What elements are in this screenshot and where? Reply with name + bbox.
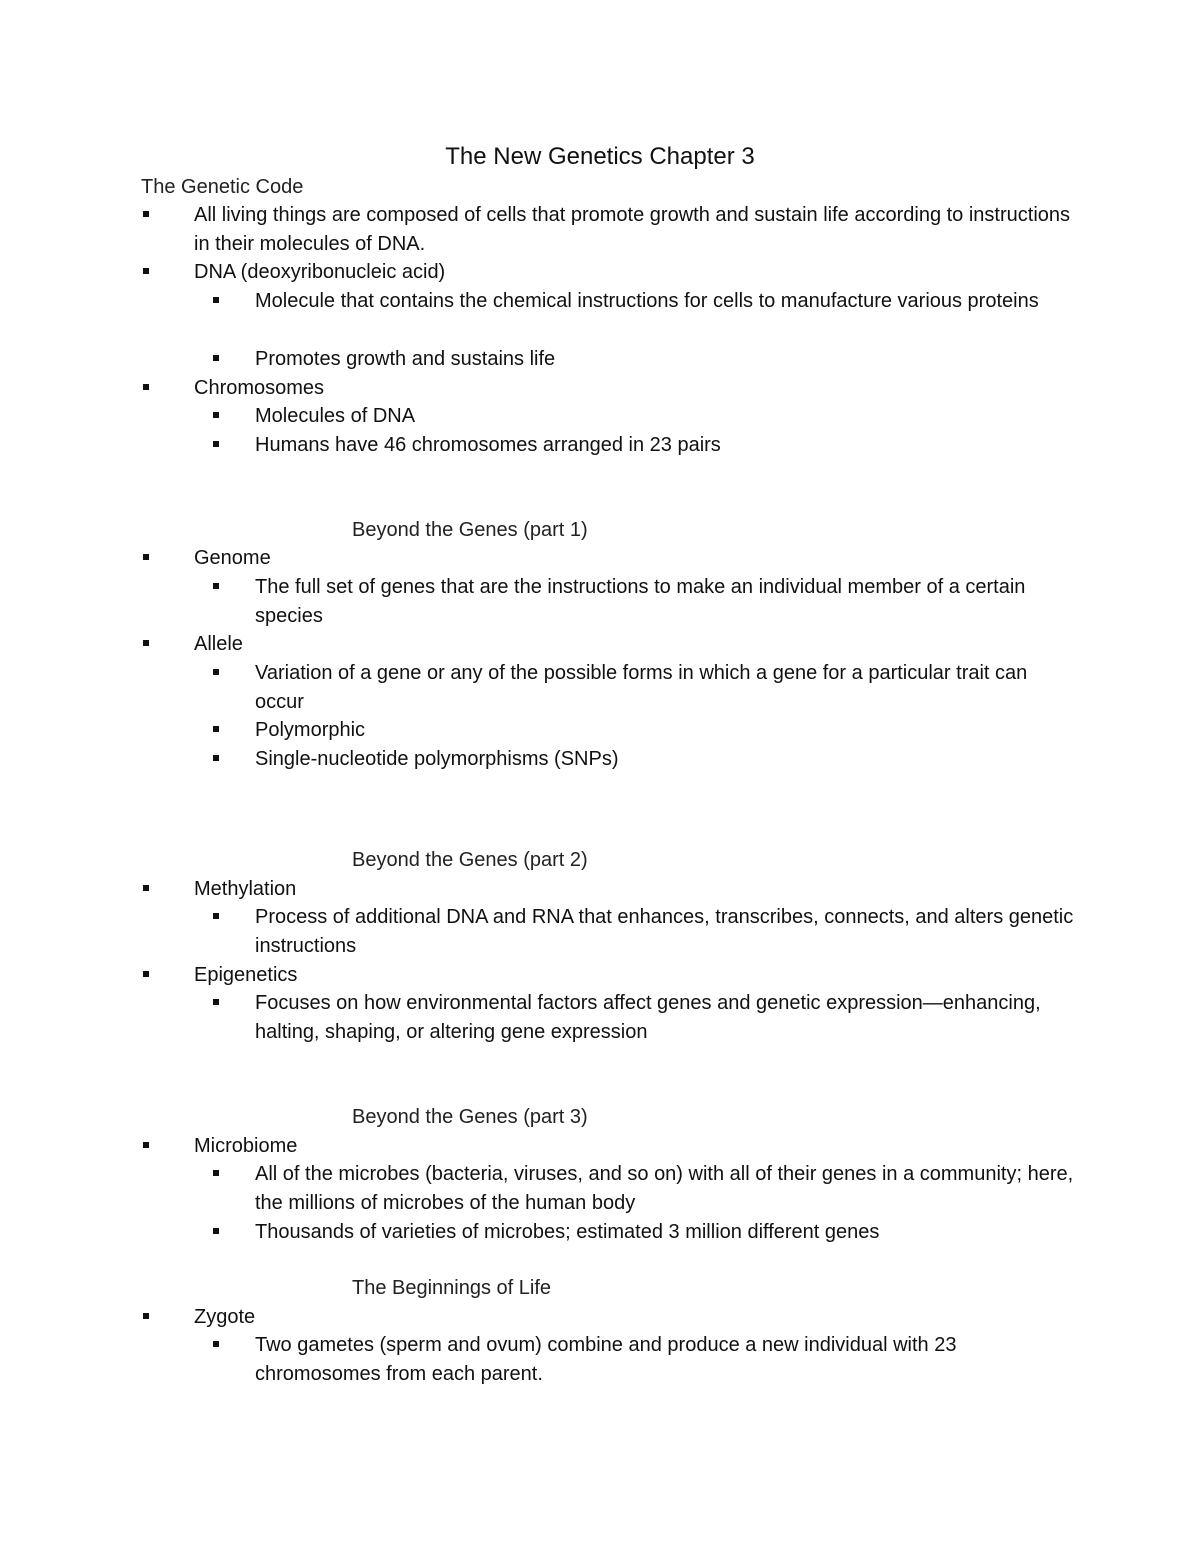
list-item: All living things are composed of cells that promote growth and sustain life according to instructions in their molecules of DNA. xyxy=(194,204,1071,255)
bullet-icon xyxy=(213,583,219,589)
bullet-icon xyxy=(213,297,219,303)
list-item: Epigenetics xyxy=(194,964,298,986)
sub-list-item: Variation of a gene or any of the possible forms in which a gene for a particular trait can occur xyxy=(255,662,1028,713)
sub-list-item: Molecule that contains the chemical instructions for cells to manufacture various proteins xyxy=(255,290,1039,312)
sub-list-item: Two gametes (sperm and ovum) combine and produce a new individual with 23 chromosomes from each parent. xyxy=(255,1334,957,1385)
bullet-icon xyxy=(213,1341,219,1347)
sub-list-item: Process of additional DNA and RNA that enhances, transcribes, connects, and alters genetic instructions xyxy=(255,906,1074,957)
sub-list-item: Promotes growth and sustains life xyxy=(255,348,556,370)
sub-list-item: All of the microbes (bacteria, viruses, and so on) with all of their genes in a community; here, the millions of microbes of the human body xyxy=(255,1163,1074,1214)
sub-list-item: The full set of genes that are the instructions to make an individual member of a certain species xyxy=(255,576,1026,627)
list-item: Genome xyxy=(194,547,271,569)
list-item: Chromosomes xyxy=(194,377,325,399)
bullet-icon xyxy=(143,268,149,274)
bullet-icon xyxy=(213,412,219,418)
bullet-icon xyxy=(143,211,149,217)
bullet-icon xyxy=(143,971,149,977)
bullet-icon xyxy=(143,554,149,560)
bullet-icon xyxy=(143,1313,149,1319)
section-heading-beyond-genes-part-3: Beyond the Genes (part 3) xyxy=(352,1106,588,1128)
sub-list-item: Molecules of DNA xyxy=(255,405,416,427)
bullet-icon xyxy=(213,913,219,919)
bullet-icon xyxy=(213,999,219,1005)
bullet-icon xyxy=(213,1228,219,1234)
bullet-icon xyxy=(213,355,219,361)
bullet-icon xyxy=(213,669,219,675)
bullet-icon xyxy=(143,384,149,390)
section-heading-beyond-genes-part-1: Beyond the Genes (part 1) xyxy=(352,519,588,541)
bullet-icon xyxy=(143,1142,149,1148)
sub-list-item: Single-nucleotide polymorphisms (SNPs) xyxy=(255,748,619,770)
list-item: DNA (deoxyribonucleic acid) xyxy=(194,261,446,283)
bullet-icon xyxy=(213,1170,219,1176)
bullet-icon xyxy=(213,755,219,761)
list-item: Microbiome xyxy=(194,1135,298,1157)
sub-list-item: Focuses on how environmental factors affect genes and genetic expression—enhancing, halting, shaping, or altering gene expression xyxy=(255,992,1041,1043)
list-item: Methylation xyxy=(194,878,297,900)
list-item: Allele xyxy=(194,633,243,655)
section-heading-genetic-code: The Genetic Code xyxy=(141,176,304,198)
bullet-icon xyxy=(143,640,149,646)
document-title: The New Genetics Chapter 3 xyxy=(445,143,755,170)
sub-list-item: Thousands of varieties of microbes; estimated 3 million different genes xyxy=(255,1221,880,1243)
section-heading-beyond-genes-part-2: Beyond the Genes (part 2) xyxy=(352,849,588,871)
bullet-icon xyxy=(143,885,149,891)
bullet-icon xyxy=(213,441,219,447)
section-heading-beginnings-of-life: The Beginnings of Life xyxy=(352,1277,552,1299)
list-item: Zygote xyxy=(194,1306,256,1328)
sub-list-item: Humans have 46 chromosomes arranged in 23 pairs xyxy=(255,434,721,456)
bullet-icon xyxy=(213,726,219,732)
sub-list-item: Polymorphic xyxy=(255,719,366,741)
